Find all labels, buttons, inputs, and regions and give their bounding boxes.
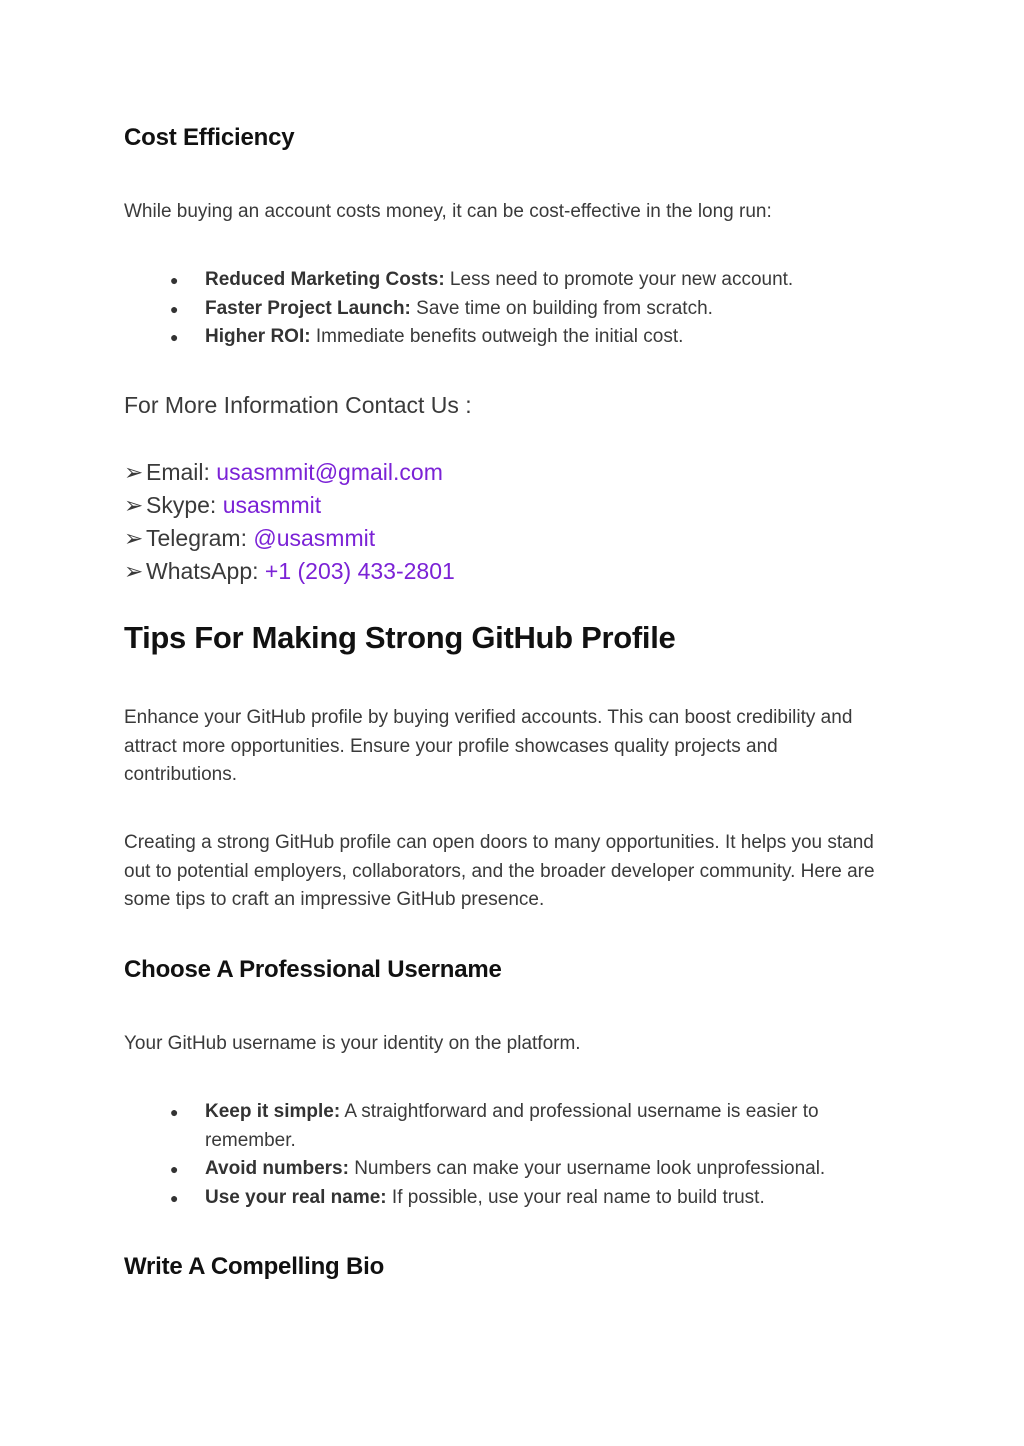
contact-telegram-label: Telegram: — [146, 525, 254, 551]
bio-heading: Write A Compelling Bio — [124, 1253, 385, 1280]
bullet-icon: ● — [170, 1189, 179, 1206]
list-item-bold: Faster Project Launch: — [205, 297, 411, 319]
contact-telegram-line — [124, 522, 375, 555]
cost-efficiency-list — [170, 266, 870, 352]
tips-paragraph-1: Enhance your GitHub profile by buying verified accounts. This can boost credibility and attract more opportunities. Ensure your profile showcases quality projects and contributions. — [124, 707, 853, 785]
list-item-bold: Keep it simple: — [205, 1101, 341, 1122]
cost-efficiency-intro: While buying an account costs money, it can be cost-effective in the long run: — [124, 201, 772, 222]
whatsapp-link[interactable]: +1 (203) 433-2801 — [264, 558, 455, 584]
contact-email-label: Email: — [146, 459, 217, 485]
bullet-icon: ● — [170, 272, 179, 288]
list-item — [170, 1098, 870, 1155]
list-item — [170, 323, 870, 352]
list-item-bold: Avoid numbers: — [205, 1158, 349, 1179]
contact-skype-line — [124, 489, 321, 522]
list-item-bold: Use your real name: — [205, 1186, 387, 1208]
arrow-icon: ➢ — [124, 459, 144, 485]
list-item-text: Numbers can make your username look unprofessional. — [348, 1158, 826, 1179]
list-item-text: A straightforward and professional username is easier to remember. — [205, 1101, 819, 1151]
arrow-icon: ➢ — [124, 525, 144, 551]
list-item-bold: Reduced Marketing Costs: — [205, 269, 445, 290]
cost-efficiency-heading: Cost Efficiency — [124, 124, 295, 151]
contact-heading: For More Information Contact Us : — [124, 392, 472, 418]
bullet-icon: ● — [170, 1104, 179, 1120]
list-item-text: If possible, use your real name to build trust. — [386, 1186, 765, 1208]
list-item — [170, 266, 870, 295]
username-list — [170, 1098, 870, 1212]
skype-link[interactable]: usasmmit — [222, 492, 322, 518]
bullet-icon: ● — [170, 300, 179, 317]
contact-skype-label: Skype: — [146, 492, 223, 518]
contact-whatsapp-label: WhatsApp: — [146, 558, 265, 584]
list-item-bold: Higher ROI: — [205, 326, 311, 347]
list-item-text: Save time on building from scratch. — [410, 297, 713, 319]
arrow-icon: ➢ — [124, 492, 144, 518]
tips-paragraph-2: Creating a strong GitHub profile can open doors to many opportunities. It helps you stand out to potential employers, collaborators, and the broader developer community. Here are some tips to craft an impressive GitHub presence. — [124, 832, 875, 910]
list-item — [170, 1155, 870, 1184]
list-item — [170, 295, 870, 324]
username-heading: Choose A Professional Username — [124, 956, 502, 983]
telegram-link[interactable]: @usasmmit — [253, 525, 376, 551]
contact-email-line — [124, 456, 443, 489]
list-item — [170, 1184, 870, 1213]
list-item-text: Less need to promote your new account. — [444, 269, 794, 290]
list-item-text: Immediate benefits outweigh the initial cost. — [310, 326, 684, 347]
email-link[interactable]: usasmmit@gmail.com — [216, 459, 443, 485]
tips-heading: Tips For Making Strong GitHub Profile — [124, 620, 676, 655]
username-intro: Your GitHub username is your identity on the platform. — [124, 1033, 581, 1054]
bullet-icon: ● — [170, 329, 179, 345]
bullet-icon: ● — [170, 1161, 179, 1177]
contact-whatsapp-line — [124, 555, 455, 588]
arrow-icon: ➢ — [124, 558, 144, 584]
